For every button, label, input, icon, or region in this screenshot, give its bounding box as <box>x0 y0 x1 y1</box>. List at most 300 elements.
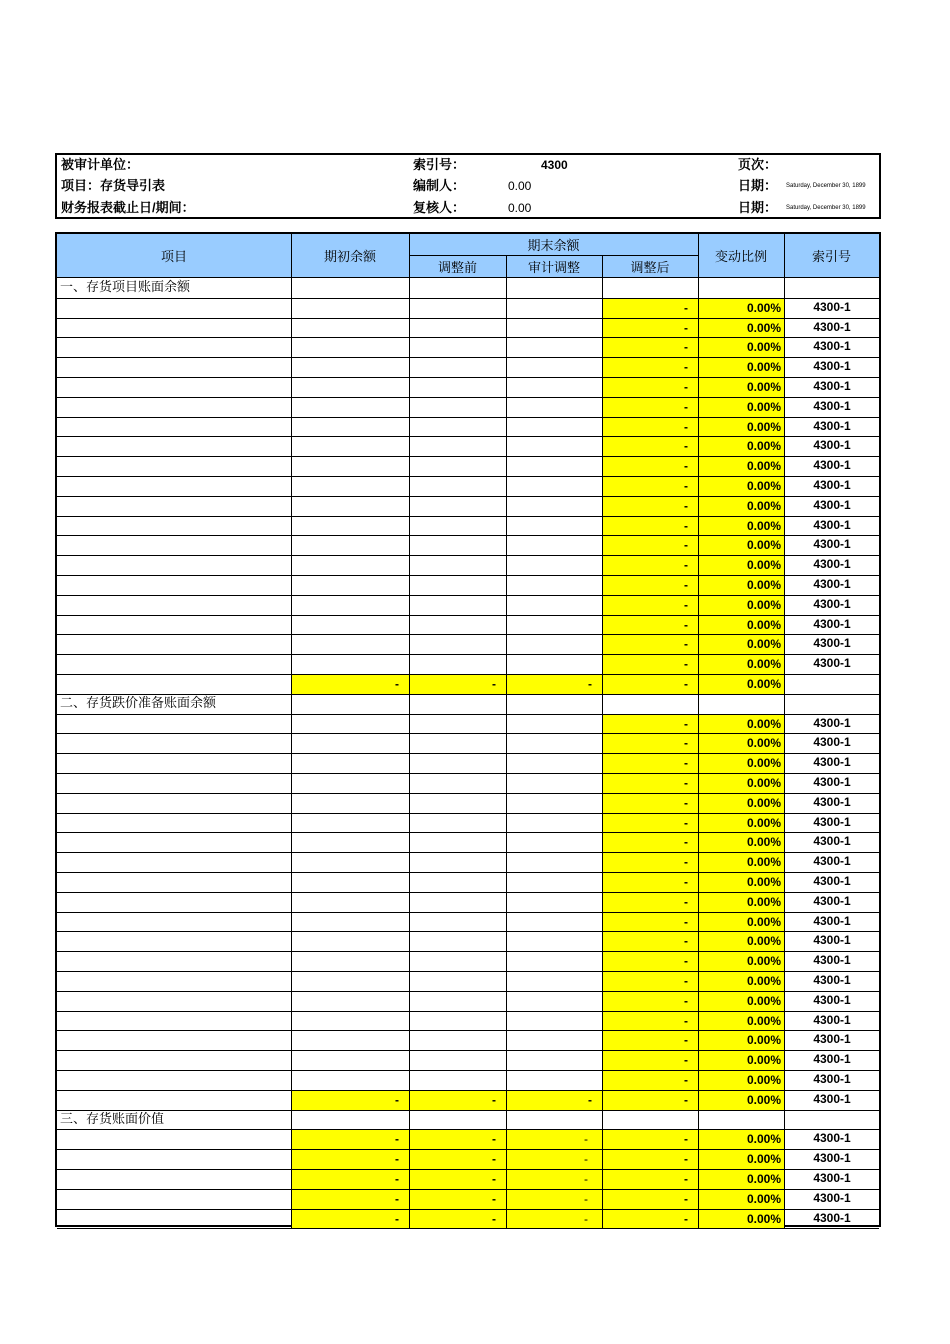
section-1-row-before-cell[interactable] <box>410 358 506 377</box>
section-3-row-ratio-cell: 0.00% <box>699 1210 784 1229</box>
section-1-row-opening-cell[interactable] <box>292 655 409 674</box>
section-2-row-index-cell: 4300-1 <box>813 953 851 968</box>
section-2-row-opening-cell[interactable] <box>292 893 409 912</box>
section-2-row-after-cell[interactable]: - <box>603 833 698 852</box>
section-1-row-index-cell: 4300-1 <box>813 398 851 413</box>
section-1-row-index-cell: 4300-1 <box>813 616 851 631</box>
section-3-row-before-cell[interactable]: - <box>410 1210 506 1229</box>
section-3-row-after-cell[interactable]: - <box>603 1210 698 1229</box>
section-2-row-item-cell[interactable] <box>58 774 291 793</box>
section-1-row-item-cell[interactable] <box>58 418 291 437</box>
section-1-row-item-cell[interactable] <box>58 338 291 357</box>
section-1-row-opening-cell[interactable] <box>292 338 409 357</box>
section-3-row-ratio-cell: 0.00% <box>699 1130 784 1149</box>
section-2-row-audit-cell[interactable] <box>507 992 602 1011</box>
section-1-row-opening-cell[interactable] <box>292 319 409 338</box>
section-2-row-before-cell[interactable] <box>410 774 506 793</box>
section-2-row-opening-cell[interactable] <box>292 1071 409 1090</box>
section-1-row-audit-cell[interactable] <box>507 358 602 377</box>
section-3-row-audit-cell[interactable]: - <box>507 1130 602 1149</box>
section-3-row-index-cell: 4300-1 <box>813 1171 851 1185</box>
section-2-row-opening-cell[interactable] <box>292 1031 409 1050</box>
section-1-row-opening-cell[interactable] <box>292 536 409 555</box>
section-1-row-after-cell[interactable]: - <box>603 477 698 496</box>
section-1-row-index-cell: 4300-1 <box>813 577 851 591</box>
section-2-row-ratio-cell: 0.00% <box>699 814 784 833</box>
section-3-row-opening-cell[interactable]: - <box>292 1130 409 1149</box>
section-3-row-index-cell: 4300-1 <box>813 1151 851 1166</box>
section-2-row-after-cell[interactable]: - <box>603 715 698 734</box>
section-1-row-audit-cell[interactable] <box>507 378 602 397</box>
section-1-total-item-cell[interactable] <box>58 675 291 694</box>
section-2-total-before-cell[interactable]: - <box>410 1091 506 1110</box>
section-1-row-opening-cell[interactable] <box>292 556 409 575</box>
section-1-row-audit-cell[interactable] <box>507 418 602 437</box>
section-2-row-after-cell[interactable]: - <box>603 873 698 892</box>
section-1-row-item-cell[interactable] <box>58 616 291 635</box>
section-1-total-audit-cell[interactable]: - <box>507 675 602 694</box>
section-3-row-after-cell[interactable]: - <box>603 1190 698 1209</box>
section-2-row-audit-cell[interactable] <box>507 794 602 813</box>
section-1-row-after-cell[interactable]: - <box>603 556 698 575</box>
section-2-total-after-cell[interactable]: - <box>603 1091 698 1110</box>
section-2-row-ratio-cell: 0.00% <box>699 873 784 892</box>
section-3-row-before-cell[interactable]: - <box>410 1170 506 1189</box>
section-2-row-before-cell[interactable] <box>410 992 506 1011</box>
inventory-lead-table <box>55 232 881 1227</box>
section-1-row-after-cell[interactable]: - <box>603 517 698 536</box>
section-2-row-index-cell: 4300-1 <box>813 715 851 730</box>
section-2-row-audit-cell[interactable] <box>507 1071 602 1090</box>
section-2-row-before-cell[interactable] <box>410 715 506 734</box>
section-3-row-item-cell[interactable] <box>58 1130 291 1149</box>
section-2-row-before-cell[interactable] <box>410 952 506 971</box>
section-1-row-before-cell[interactable] <box>410 497 506 516</box>
section-3-row-after-cell[interactable]: - <box>603 1130 698 1149</box>
section-2-row-after-cell[interactable]: - <box>603 1051 698 1070</box>
section-2-row-before-cell[interactable] <box>410 913 506 932</box>
section-2-row-opening-cell[interactable] <box>292 1051 409 1070</box>
section-1-row-item-cell[interactable] <box>58 457 291 476</box>
section-1-row-item-cell[interactable] <box>58 358 291 377</box>
section-2-row-audit-cell[interactable] <box>507 913 602 932</box>
section-1-row-index-cell: 4300-1 <box>813 319 851 334</box>
section-2-row-opening-cell[interactable] <box>292 754 409 773</box>
date-label-2: 日期： <box>738 200 778 215</box>
section-2-row-before-cell[interactable] <box>410 794 506 813</box>
section-1-row-item-cell[interactable] <box>58 536 291 555</box>
section-2-row-opening-cell[interactable] <box>292 794 409 813</box>
section-2-row-after-cell[interactable]: - <box>603 913 698 932</box>
section-1-row-ratio-cell: 0.00% <box>699 576 784 595</box>
section-2-row-audit-cell[interactable] <box>507 972 602 991</box>
section-2-row-after-cell[interactable]: - <box>603 952 698 971</box>
section-1-row-ratio-cell: 0.00% <box>699 437 784 456</box>
section-3-row-audit-cell[interactable]: - <box>507 1170 602 1189</box>
col-closing-group-header: 期末余额 <box>409 234 698 255</box>
preparer-value: 0.00 <box>508 179 532 193</box>
index-label: 索引号： <box>413 157 466 172</box>
section-2-row-index-cell: 4300-1 <box>813 755 851 770</box>
section-2-row-item-cell[interactable] <box>58 833 291 852</box>
section-1-row-before-cell[interactable] <box>410 517 506 536</box>
section-1-row-ratio-cell: 0.00% <box>699 655 784 674</box>
section-3-row-item-cell[interactable] <box>58 1150 291 1169</box>
section-3-row-opening-cell[interactable]: - <box>292 1210 409 1229</box>
section-2-row-audit-cell[interactable] <box>507 1031 602 1050</box>
section-2-row-after-cell[interactable]: - <box>603 794 698 813</box>
section-2-row-audit-cell[interactable] <box>507 893 602 912</box>
section-1-row-index-cell: 4300-1 <box>813 656 851 671</box>
col-after-adj-header: 调整后 <box>602 255 698 277</box>
section-1-row-item-cell[interactable] <box>58 299 291 318</box>
section-1-row-index-cell: 4300-1 <box>813 596 851 611</box>
header-block <box>55 153 881 219</box>
col-change-ratio-header: 变动比例 <box>698 234 784 277</box>
section-1-row-before-cell[interactable] <box>410 338 506 357</box>
section-1-row-index-cell: 4300-1 <box>813 478 851 492</box>
section-2-row-item-cell[interactable] <box>58 952 291 971</box>
section-3-row-after-cell[interactable]: - <box>603 1150 698 1169</box>
section-1-row-index-cell: 4300-1 <box>813 418 851 433</box>
section-1-row-after-cell[interactable]: - <box>603 418 698 437</box>
section-3-row-opening-cell[interactable]: - <box>292 1150 409 1169</box>
section-1-row-before-cell[interactable] <box>410 457 506 476</box>
section-1-row-audit-cell[interactable] <box>507 457 602 476</box>
section-1-row-ratio-cell: 0.00% <box>699 477 784 496</box>
section-1-row-audit-cell[interactable] <box>507 556 602 575</box>
section-2-row-before-cell[interactable] <box>410 873 506 892</box>
section-2-row-audit-cell[interactable] <box>507 952 602 971</box>
section-2-row-audit-cell[interactable] <box>507 734 602 753</box>
section-1-row-opening-cell[interactable] <box>292 398 409 417</box>
section-3-row-audit-cell[interactable]: - <box>507 1210 602 1229</box>
section-1-row-item-cell[interactable] <box>58 576 291 595</box>
section-2-row-opening-cell[interactable] <box>292 853 409 872</box>
section-2-total-audit-cell[interactable]: - <box>507 1091 602 1110</box>
section-3-row-index-cell: 4300-1 <box>813 1131 851 1146</box>
section-2-row-item-cell[interactable] <box>58 754 291 773</box>
section-2-row-item-cell[interactable] <box>58 913 291 932</box>
section-1-row-opening-cell[interactable] <box>292 576 409 595</box>
date-value-1: Saturday, December 30, 1899 <box>786 183 866 189</box>
section-2-row-ratio-cell: 0.00% <box>699 932 784 951</box>
section-2-row-audit-cell[interactable] <box>507 1012 602 1031</box>
section-1-row-after-cell[interactable]: - <box>603 338 698 357</box>
section-2-row-after-cell[interactable]: - <box>603 893 698 912</box>
section-2-row-item-cell[interactable] <box>58 893 291 912</box>
section-1-row-ratio-cell: 0.00% <box>699 378 784 397</box>
col-index-header: 索引号 <box>784 234 879 277</box>
section-2-row-item-cell[interactable] <box>58 1031 291 1050</box>
section-1-row-after-cell[interactable]: - <box>603 596 698 615</box>
section-3-row-audit-cell[interactable]: - <box>507 1150 602 1169</box>
section-1-row-opening-cell[interactable] <box>292 378 409 397</box>
section-3-row-opening-cell[interactable]: - <box>292 1190 409 1209</box>
section-2-row-opening-cell[interactable] <box>292 715 409 734</box>
section-1-row-opening-cell[interactable] <box>292 477 409 496</box>
section-2-row-index-cell: 4300-1 <box>813 1052 851 1067</box>
section-2-row-item-cell[interactable] <box>58 992 291 1011</box>
section-1-row-ratio-cell: 0.00% <box>699 635 784 654</box>
section-3-row-item-cell[interactable] <box>58 1170 291 1189</box>
section-2-row-item-cell[interactable] <box>58 1051 291 1070</box>
section-2-row-after-cell[interactable]: - <box>603 754 698 773</box>
section-1-row-before-cell[interactable] <box>410 536 506 555</box>
section-2-row-item-cell[interactable] <box>58 1071 291 1090</box>
section-1-row-opening-cell[interactable] <box>292 418 409 437</box>
section-1-row-before-cell[interactable] <box>410 299 506 318</box>
section-1-row-audit-cell[interactable] <box>507 635 602 654</box>
section-1-row-before-cell[interactable] <box>410 655 506 674</box>
section-1-row-opening-cell[interactable] <box>292 596 409 615</box>
section-1-row-index-cell: 4300-1 <box>813 537 851 552</box>
section-3-row-before-cell[interactable]: - <box>410 1130 506 1149</box>
section-1-total-index-cell <box>785 675 879 694</box>
section-1-row-audit-cell[interactable] <box>507 616 602 635</box>
section-2-row-audit-cell[interactable] <box>507 853 602 872</box>
section-1-row-after-cell[interactable]: - <box>603 635 698 654</box>
section-2-row-opening-cell[interactable] <box>292 734 409 753</box>
section-2-row-opening-cell[interactable] <box>292 774 409 793</box>
section-1-row-audit-cell[interactable] <box>507 497 602 516</box>
section-1-row-item-cell[interactable] <box>58 556 291 575</box>
section-3-row-audit-cell[interactable]: - <box>507 1190 602 1209</box>
section-1-row-item-cell[interactable] <box>58 398 291 417</box>
section-1-row-audit-cell[interactable] <box>507 477 602 496</box>
section-1-row-item-cell[interactable] <box>58 635 291 654</box>
section-1-row-after-cell[interactable]: - <box>603 576 698 595</box>
section-2-total-item-cell[interactable] <box>58 1091 291 1110</box>
section-1-row-ratio-cell: 0.00% <box>699 319 784 338</box>
section-1-row-audit-cell[interactable] <box>507 437 602 456</box>
section-1-row-before-cell[interactable] <box>410 437 506 456</box>
section-2-row-index-cell: 4300-1 <box>813 775 851 789</box>
section-2-row-after-cell[interactable]: - <box>603 734 698 753</box>
section-2-row-before-cell[interactable] <box>410 814 506 833</box>
section-1-row-index-cell: 4300-1 <box>813 379 851 393</box>
section-2-row-index-cell: 4300-1 <box>813 854 851 869</box>
section-1-total-before-cell[interactable]: - <box>410 675 506 694</box>
section-3-row-ratio-cell: 0.00% <box>699 1170 784 1189</box>
section-1-row-ratio-cell: 0.00% <box>699 497 784 516</box>
section-1-row-before-cell[interactable] <box>410 556 506 575</box>
section-1-row-audit-cell[interactable] <box>507 299 602 318</box>
section-2-row-ratio-cell: 0.00% <box>699 1071 784 1090</box>
section-2-row-before-cell[interactable] <box>410 754 506 773</box>
section-2-row-audit-cell[interactable] <box>507 873 602 892</box>
section-1-row-audit-cell[interactable] <box>507 576 602 595</box>
section-1-row-audit-cell[interactable] <box>507 596 602 615</box>
section-1-row-before-cell[interactable] <box>410 477 506 496</box>
section-1-row-opening-cell[interactable] <box>292 437 409 456</box>
section-1-row-before-cell[interactable] <box>410 616 506 635</box>
section-2-row-opening-cell[interactable] <box>292 814 409 833</box>
section-2-row-index-cell: 4300-1 <box>813 973 851 987</box>
reviewer-value: 0.00 <box>508 201 532 215</box>
section-3-row-item-cell[interactable] <box>58 1210 291 1229</box>
section-1-row-ratio-cell: 0.00% <box>699 517 784 536</box>
section-1-total-after-cell[interactable]: - <box>603 675 698 694</box>
section-2-row-index-cell: 4300-1 <box>813 1072 851 1086</box>
section-2-total-opening-cell[interactable]: - <box>292 1091 409 1110</box>
section-1-row-opening-cell[interactable] <box>292 457 409 476</box>
section-2-row-audit-cell[interactable] <box>507 754 602 773</box>
col-audit-adj-header: 审计调整 <box>506 255 602 277</box>
section-1-row-after-cell[interactable]: - <box>603 616 698 635</box>
section-2-row-index-cell: 4300-1 <box>813 834 851 849</box>
col-before-adj-header: 调整前 <box>409 255 506 277</box>
section-2-row-before-cell[interactable] <box>410 932 506 951</box>
section-3-row-item-cell[interactable] <box>58 1190 291 1209</box>
section-1-row-ratio-cell: 0.00% <box>699 457 784 476</box>
section-1-row-before-cell[interactable] <box>410 596 506 615</box>
section-1-row-before-cell[interactable] <box>410 576 506 595</box>
section-2-row-after-cell[interactable]: - <box>603 932 698 951</box>
section-1-row-after-cell[interactable]: - <box>603 497 698 516</box>
section-1-row-opening-cell[interactable] <box>292 497 409 516</box>
reviewer-label: 复核人： <box>413 200 466 215</box>
section-1-row-opening-cell[interactable] <box>292 517 409 536</box>
date-value-2: Saturday, December 30, 1899 <box>786 205 866 211</box>
section-2-row-item-cell[interactable] <box>58 734 291 753</box>
section-2-row-before-cell[interactable] <box>410 1051 506 1070</box>
section-1-row-after-cell[interactable]: - <box>603 655 698 674</box>
section-2-title: 二、存货跌价准备账面余额 <box>60 695 217 711</box>
section-1-row-after-cell[interactable]: - <box>603 358 698 377</box>
section-2-total-index-cell: 4300-1 <box>813 1091 851 1106</box>
section-1-total-opening-cell[interactable]: - <box>292 675 409 694</box>
section-1-row-after-cell[interactable]: - <box>603 437 698 456</box>
section-1-row-before-cell[interactable] <box>410 319 506 338</box>
section-2-row-index-cell: 4300-1 <box>813 735 851 750</box>
section-1-row-audit-cell[interactable] <box>507 319 602 338</box>
section-2-row-index-cell: 4300-1 <box>813 1032 851 1047</box>
section-2-row-after-cell[interactable]: - <box>603 774 698 793</box>
section-2-row-audit-cell[interactable] <box>507 932 602 951</box>
section-2-row-item-cell[interactable] <box>58 932 291 951</box>
section-2-row-opening-cell[interactable] <box>292 992 409 1011</box>
section-2-row-before-cell[interactable] <box>410 853 506 872</box>
section-2-row-before-cell[interactable] <box>410 972 506 991</box>
section-1-row-audit-cell[interactable] <box>507 655 602 674</box>
section-1-row-audit-cell[interactable] <box>507 536 602 555</box>
section-1-row-ratio-cell: 0.00% <box>699 398 784 417</box>
section-3-row-after-cell[interactable]: - <box>603 1170 698 1189</box>
section-2-row-after-cell[interactable]: - <box>603 1071 698 1090</box>
section-1-row-before-cell[interactable] <box>410 398 506 417</box>
section-2-row-item-cell[interactable] <box>58 873 291 892</box>
section-1-row-index-cell: 4300-1 <box>813 517 851 532</box>
section-2-row-after-cell[interactable]: - <box>603 814 698 833</box>
section-2-row-ratio-cell: 0.00% <box>699 853 784 872</box>
section-2-row-ratio-cell: 0.00% <box>699 734 784 753</box>
col-opening-header: 期初余额 <box>291 234 409 277</box>
section-1-row-before-cell[interactable] <box>410 378 506 397</box>
section-2-row-audit-cell[interactable] <box>507 814 602 833</box>
section-1-row-after-cell[interactable]: - <box>603 457 698 476</box>
section-2-row-before-cell[interactable] <box>410 893 506 912</box>
section-1-row-ratio-cell: 0.00% <box>699 358 784 377</box>
section-1-row-before-cell[interactable] <box>410 635 506 654</box>
section-2-row-audit-cell[interactable] <box>507 1051 602 1070</box>
section-1-row-after-cell[interactable]: - <box>603 378 698 397</box>
section-2-row-item-cell[interactable] <box>58 715 291 734</box>
section-1-row-opening-cell[interactable] <box>292 299 409 318</box>
section-1-row-index-cell: 4300-1 <box>813 557 851 572</box>
section-2-row-opening-cell[interactable] <box>292 873 409 892</box>
section-3-row-opening-cell[interactable]: - <box>292 1170 409 1189</box>
section-3-row-ratio-cell: 0.00% <box>699 1150 784 1169</box>
section-1-row-after-cell[interactable]: - <box>603 536 698 555</box>
section-2-row-index-cell: 4300-1 <box>813 893 851 908</box>
section-1-row-after-cell[interactable]: - <box>603 319 698 338</box>
section-2-row-before-cell[interactable] <box>410 734 506 753</box>
section-1-row-item-cell[interactable] <box>58 517 291 536</box>
section-2-row-after-cell[interactable]: - <box>603 1012 698 1031</box>
section-2-row-before-cell[interactable] <box>410 1031 506 1050</box>
section-2-row-opening-cell[interactable] <box>292 913 409 932</box>
section-1-row-audit-cell[interactable] <box>507 338 602 357</box>
section-2-row-after-cell[interactable]: - <box>603 1031 698 1050</box>
section-1-row-item-cell[interactable] <box>58 655 291 674</box>
section-2-row-opening-cell[interactable] <box>292 972 409 991</box>
section-2-row-item-cell[interactable] <box>58 972 291 991</box>
section-2-row-before-cell[interactable] <box>410 1012 506 1031</box>
section-1-row-opening-cell[interactable] <box>292 635 409 654</box>
section-2-row-opening-cell[interactable] <box>292 1012 409 1031</box>
section-2-row-ratio-cell: 0.00% <box>699 715 784 734</box>
section-2-row-before-cell[interactable] <box>410 833 506 852</box>
section-1-row-after-cell[interactable]: - <box>603 299 698 318</box>
section-1-row-audit-cell[interactable] <box>507 398 602 417</box>
section-2-row-after-cell[interactable]: - <box>603 972 698 991</box>
section-1-row-opening-cell[interactable] <box>292 616 409 635</box>
section-2-row-opening-cell[interactable] <box>292 833 409 852</box>
section-2-row-before-cell[interactable] <box>410 1071 506 1090</box>
section-2-row-audit-cell[interactable] <box>507 833 602 852</box>
section-1-row-audit-cell[interactable] <box>507 517 602 536</box>
section-2-row-item-cell[interactable] <box>58 1012 291 1031</box>
section-1-row-item-cell[interactable] <box>58 319 291 338</box>
section-2-row-opening-cell[interactable] <box>292 932 409 951</box>
section-3-title: 三、存货账面价值 <box>60 1111 165 1127</box>
section-2-row-item-cell[interactable] <box>58 853 291 872</box>
section-3-row-before-cell[interactable]: - <box>410 1150 506 1169</box>
section-1-row-item-cell[interactable] <box>58 596 291 615</box>
section-1-row-item-cell[interactable] <box>58 437 291 456</box>
section-1-row-ratio-cell: 0.00% <box>699 338 784 357</box>
section-1-row-item-cell[interactable] <box>58 497 291 516</box>
section-1-row-opening-cell[interactable] <box>292 358 409 377</box>
section-2-row-item-cell[interactable] <box>58 814 291 833</box>
section-1-row-ratio-cell: 0.00% <box>699 536 784 555</box>
section-1-row-after-cell[interactable]: - <box>603 398 698 417</box>
section-1-row-index-cell: 4300-1 <box>813 438 851 453</box>
section-1-row-index-cell: 4300-1 <box>813 458 851 473</box>
section-2-row-audit-cell[interactable] <box>507 715 602 734</box>
section-1-row-item-cell[interactable] <box>58 477 291 496</box>
section-1-row-item-cell[interactable] <box>58 378 291 397</box>
section-2-row-after-cell[interactable]: - <box>603 853 698 872</box>
section-3-row-before-cell[interactable]: - <box>410 1190 506 1209</box>
section-2-row-item-cell[interactable] <box>58 794 291 813</box>
section-1-row-index-cell: 4300-1 <box>813 299 851 314</box>
section-2-row-opening-cell[interactable] <box>292 952 409 971</box>
section-1-row-before-cell[interactable] <box>410 418 506 437</box>
section-2-row-audit-cell[interactable] <box>507 774 602 793</box>
section-2-row-after-cell[interactable]: - <box>603 992 698 1011</box>
